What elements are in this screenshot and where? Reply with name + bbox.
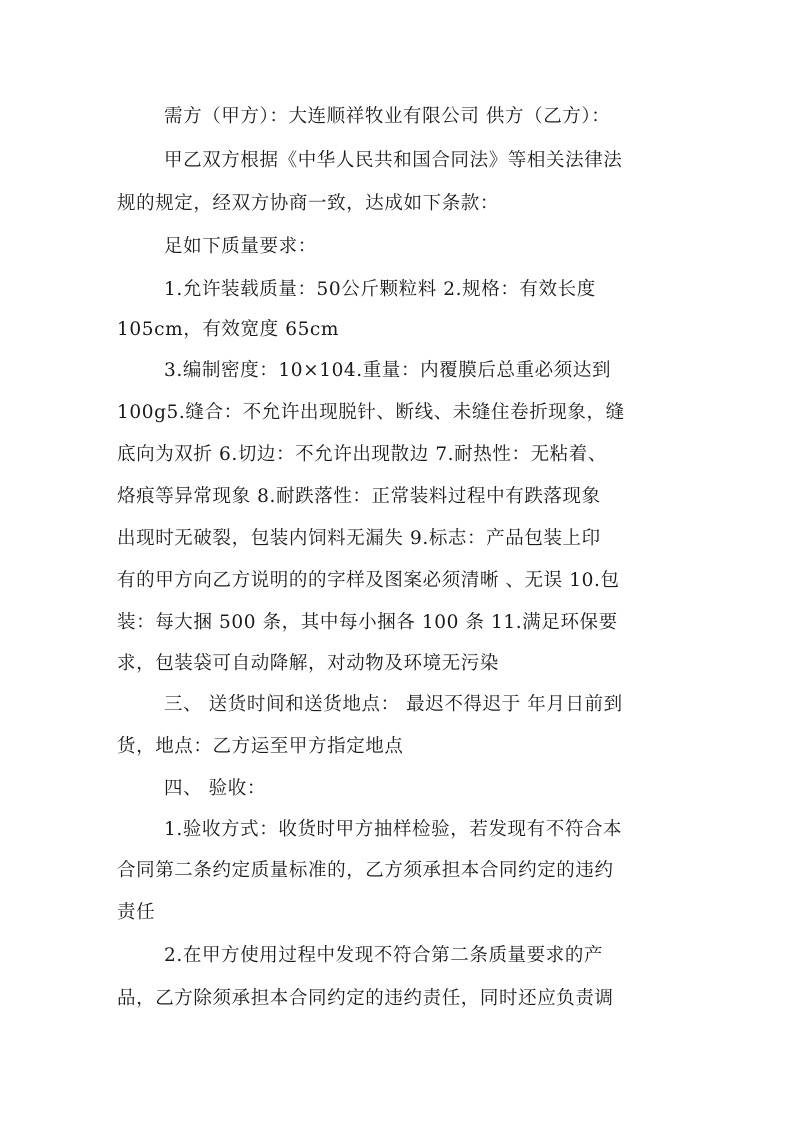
spec-line-2: 105cm，有效宽度 65cm	[117, 319, 340, 340]
acceptance-line-4: 2.在甲方使用过程中发现不符合第二条质量要求的产	[164, 945, 604, 966]
quality-heading: 足如下质量要求：	[164, 236, 317, 257]
spec-line-10: 求，包装袋可自动降解，对动物及环境无污染	[117, 653, 500, 674]
spec-line-7: 出现时无破裂，包装内饲料无漏失 9.标志：产品包装上印	[117, 528, 601, 549]
delivery-line-2: 货，地点：乙方运至甲方指定地点	[117, 736, 404, 757]
acceptance-heading: 四、 验收：	[164, 778, 266, 799]
spec-line-8: 有的甲方向乙方说明的的字样及图案必须清晰 、无误 10.包	[117, 570, 620, 591]
parties-line: 需方（甲方）：大连顺祥牧业有限公司 供方（乙方）：	[164, 106, 611, 127]
acceptance-line-3: 责任	[117, 902, 156, 923]
spec-line-3: 3.编制密度：10×104.重量：内覆膜后总重必须达到	[164, 360, 612, 381]
spec-line-1: 1.允许装载质量：50公斤颗粒料 2.规格：有效长度	[164, 279, 596, 300]
spec-line-5: 底向为双折 6.切边：不允许出现散边 7.耐热性：无粘着、	[117, 444, 607, 465]
spec-line-6: 烙痕等异常现象 8.耐跌落性：正常装料过程中有跌落现象	[117, 486, 601, 507]
preamble-line-2: 规的规定，经双方协商一致，达成如下条款：	[117, 193, 500, 214]
delivery-line-1: 三、 送货时间和送货地点： 最迟不得迟于 年月日前到	[164, 694, 623, 715]
acceptance-line-2: 合同第二条约定质量标准的，乙方须承担本合同约定的违约	[117, 860, 614, 881]
acceptance-line-5: 品，乙方除须承担本合同约定的违约责任，同时还应负责调	[117, 988, 614, 1009]
spec-line-4: 100g5.缝合：不允许出现脱针、断线、未缝住卷折现象，缝	[117, 402, 625, 423]
spec-line-9: 装：每大捆 500 条，其中每小捆各 100 条 11.满足环保要	[117, 612, 618, 633]
preamble-line-1: 甲乙双方根据《中华人民共和国合同法》等相关法律法	[164, 150, 623, 171]
acceptance-line-1: 1.验收方式：收货时甲方抽样检验，若发现有不符合本	[164, 819, 623, 840]
